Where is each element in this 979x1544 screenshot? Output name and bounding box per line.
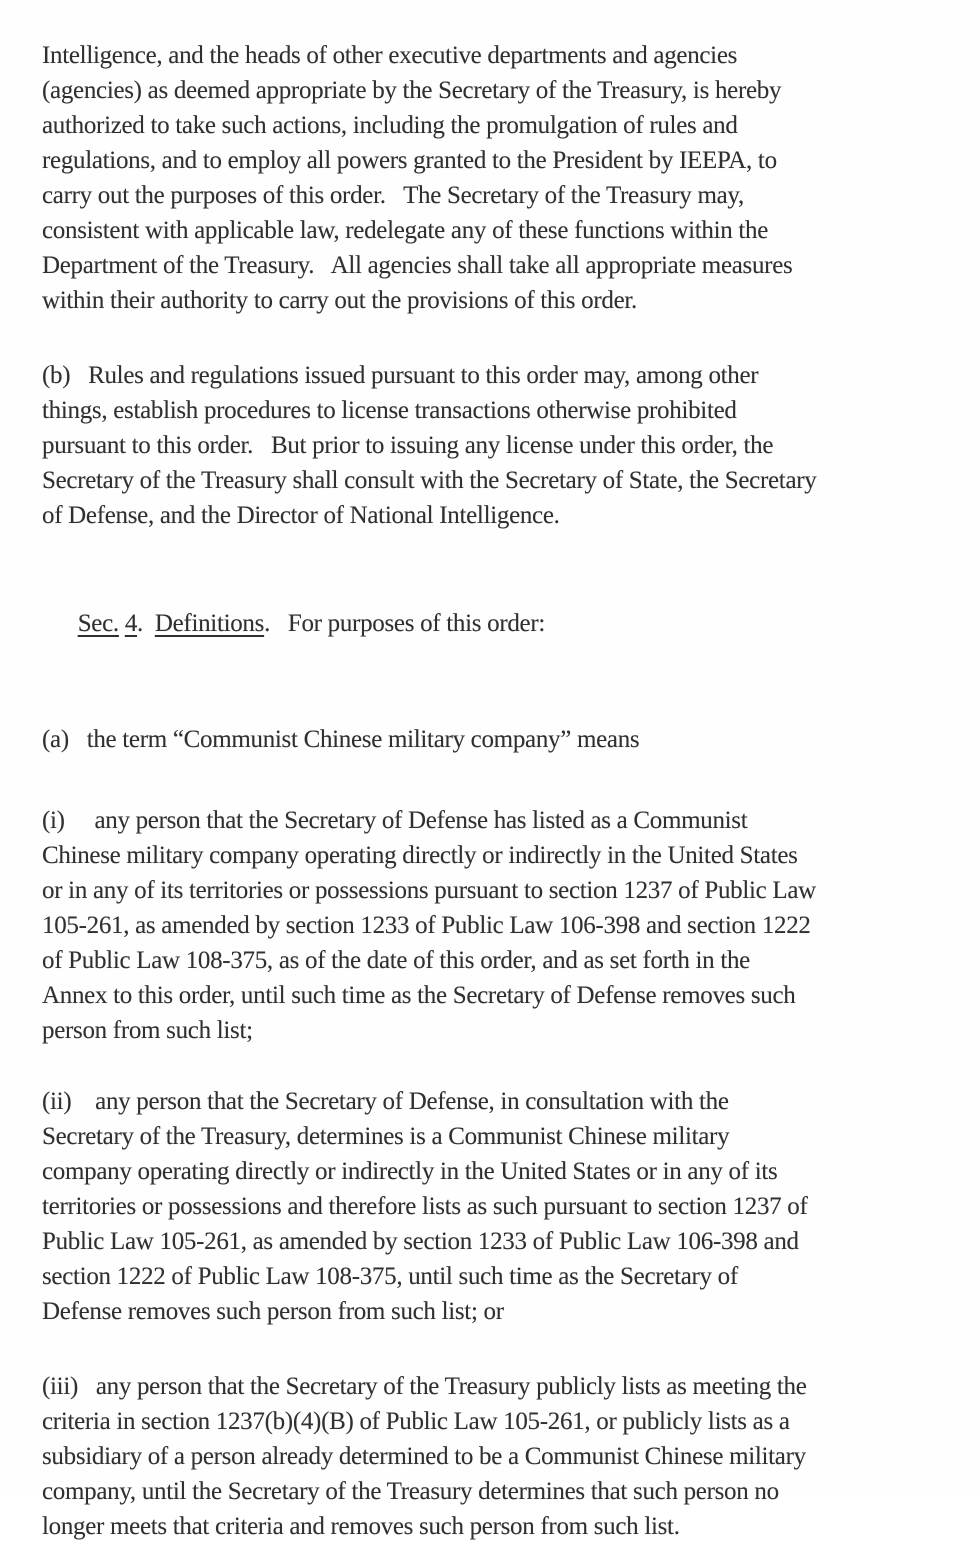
text-line [42, 571, 951, 676]
text-line: Intelligence, and the heads of other executive departments and agencies [42, 42, 738, 69]
heading-sec-4-definitions [42, 571, 951, 676]
text-line: Annex to this order, until such time as the Secretary of Defense removes such [42, 982, 796, 1009]
text-line: Defense removes such person from such list; or [42, 1298, 504, 1325]
text-line: consistent with applicable law, redelegate any of these functions within the [42, 217, 769, 244]
text-line: company operating directly or indirectly in the United States or in any of its [42, 1158, 778, 1185]
text-line: territories or possessions and therefore lists as such pursuant to section 1237 of [42, 1193, 808, 1220]
text-line: pursuant to this order. But prior to issuing any license under this order, the [42, 432, 774, 459]
text-line: of Defense, and the Director of National Intelligence. [42, 502, 560, 529]
text-line: (a) the term “Communist Chinese military company” means [42, 726, 640, 753]
clause-iii [42, 1369, 951, 1544]
text-line: subsidiary of a person already determined to be a Communist Chinese military [42, 1443, 806, 1470]
text-line: authorized to take such actions, including the promulgation of rules and [42, 112, 738, 139]
paragraph-b [42, 358, 951, 533]
text-line: Chinese military company operating directly or indirectly in the United States [42, 842, 798, 869]
text-line: Department of the Treasury. All agencies shall take all appropriate measures [42, 252, 793, 279]
text-line: within their authority to carry out the provisions of this order. [42, 287, 637, 314]
text-line: Public Law 105-261, as amended by section 1233 of Public Law 106-398 and [42, 1228, 799, 1255]
clause-ii [42, 1084, 951, 1329]
paragraph-a [42, 722, 951, 757]
text-line: person from such list; [42, 1017, 253, 1044]
text-line: of Public Law 108-375, as of the date of this order, and as set forth in the [42, 947, 750, 974]
clause-i [42, 803, 951, 1048]
text-line: carry out the purposes of this order. The Secretary of the Treasury may, [42, 182, 744, 209]
text-line: (i) any person that the Secretary of Defense has listed as a Communist [42, 807, 748, 834]
text-line: regulations, and to employ all powers granted to the President by IEEPA, to [42, 147, 777, 174]
text-line: (b) Rules and regulations issued pursuant to this order may, among other [42, 362, 759, 389]
text-line: Secretary of the Treasury, determines is a Communist Chinese military [42, 1123, 730, 1150]
text-line: or in any of its territories or possessions pursuant to section 1237 of Public Law [42, 877, 816, 904]
paragraph-intro [42, 38, 951, 318]
text-line: things, establish procedures to license transactions otherwise prohibited [42, 397, 737, 424]
heading-rest: . For purposes of this order: [264, 610, 546, 637]
heading-dot: . [137, 610, 155, 637]
text-line: (iii) any person that the Secretary of the Treasury publicly lists as meeting the [42, 1373, 807, 1400]
text-line: company, until the Secretary of the Treasury determines that such person no [42, 1478, 779, 1505]
text-line: (ii) any person that the Secretary of Defense, in consultation with the [42, 1088, 729, 1115]
text-line: criteria in section 1237(b)(4)(B) of Public Law 105-261, or publicly lists as a [42, 1408, 790, 1435]
text-line: 105-261, as amended by section 1233 of Public Law 106-398 and section 1222 [42, 912, 811, 939]
text-line: (agencies) as deemed appropriate by the Secretary of the Treasury, is hereby [42, 77, 782, 104]
section-title: Definitions [154, 610, 265, 637]
sec-label: Sec. [77, 610, 119, 637]
text-line: section 1222 of Public Law 108-375, until such time as the Secretary of [42, 1263, 738, 1290]
text-line: Secretary of the Treasury shall consult with the Secretary of State, the Secretary [42, 467, 817, 494]
section-number: 4 [124, 610, 138, 637]
text-line: longer meets that criteria and removes such person from such list. [42, 1513, 680, 1540]
